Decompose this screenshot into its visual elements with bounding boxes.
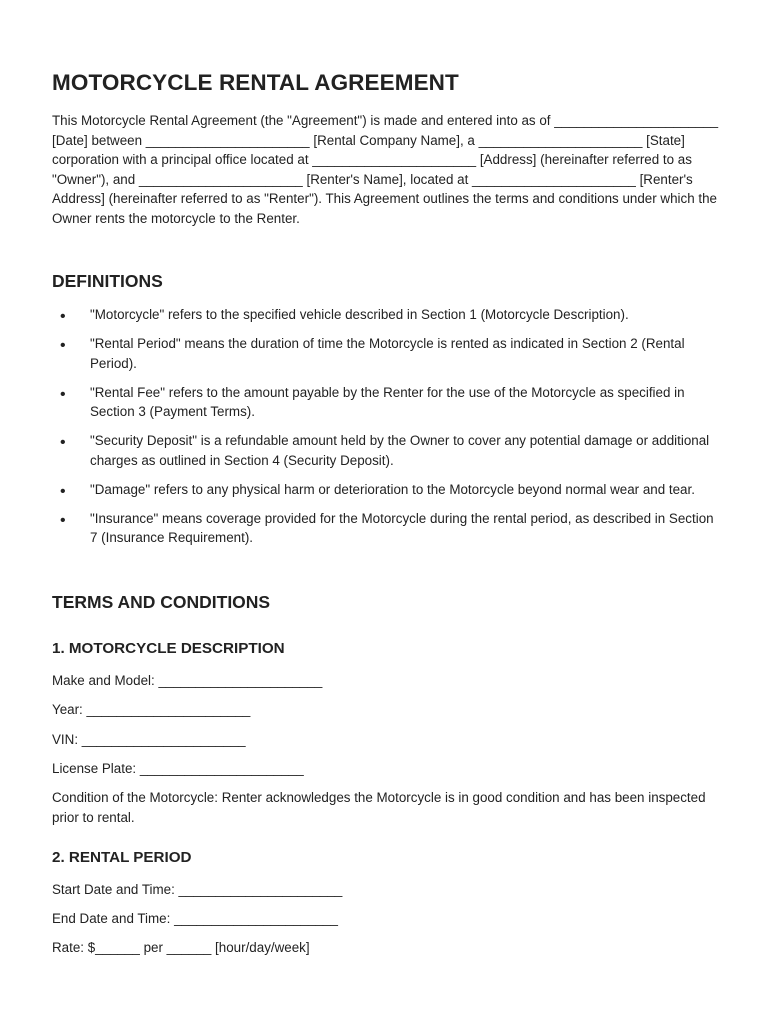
definitions-heading: DEFINITIONS xyxy=(52,271,163,291)
bullet-icon: • xyxy=(60,511,66,529)
definition-text: "Security Deposit" is a refundable amount held by the Owner to cover any potential damage or additional charges as outlined in Section 4 (Security Deposit). xyxy=(90,433,710,468)
definitions-list xyxy=(52,305,722,557)
rate-field: Rate: $______ per ______ [hour/day/week] xyxy=(52,940,310,955)
definition-text: "Rental Fee" refers to the amount payable by the Renter for the use of the Motorcycle as specified in Section 3 (Payment Terms). xyxy=(90,384,685,419)
list-item xyxy=(52,383,722,422)
definition-text: "Rental Period" means the duration of time the Motorcycle is rented as indicated in Section 2 (Rental Period). xyxy=(90,336,685,371)
bullet-icon: • xyxy=(60,337,66,354)
document-title: MOTORCYCLE RENTAL AGREEMENT xyxy=(52,70,459,95)
list-item xyxy=(52,305,722,325)
terms-heading: TERMS AND CONDITIONS xyxy=(52,592,271,612)
intro-paragraph: This Motorcycle Rental Agreement (the "Agreement") is made and entered into as of ______________________ [Date] between ______________________ [Rental Company Name], a ______________________ [State] corporation with a principal office located at ______________________ [Address] (hereinafter referred to as "Owner"), and ______________________ [Renter's Name], located at ______________________ [Renter's Address] (hereinafter referred to as "Renter"). This Agreement outlines the terms and conditions under which the Owner rents the motorcycle to the Renter. xyxy=(52,113,719,226)
definition-text: "Insurance" means coverage provided for the Motorcycle during the rental period, as described in Section 7 (Insurance Requirement). xyxy=(90,510,714,545)
section-1-heading: 1. MOTORCYCLE DESCRIPTION xyxy=(52,640,285,657)
make-model-field: Make and Model: ______________________ xyxy=(52,673,323,688)
list-item xyxy=(52,334,722,373)
list-item xyxy=(52,480,722,500)
vin-field: VIN: ______________________ xyxy=(52,732,246,747)
bullet-icon: • xyxy=(60,434,66,451)
license-plate-field: License Plate: ______________________ xyxy=(52,761,304,776)
list-item xyxy=(52,509,722,548)
bullet-icon: • xyxy=(60,308,66,325)
section-2-heading: 2. RENTAL PERIOD xyxy=(52,849,192,866)
year-field: Year: ______________________ xyxy=(52,702,251,717)
bullet-icon: • xyxy=(60,482,66,500)
bullet-icon: • xyxy=(60,385,66,403)
condition-paragraph: Condition of the Motorcycle: Renter acknowledges the Motorcycle is in good condition and has been inspected prior to rental. xyxy=(52,790,706,825)
start-date-field: Start Date and Time: ______________________ xyxy=(52,882,343,897)
definition-text: "Damage" refers to any physical harm or deterioration to the Motorcycle beyond normal wear and tear. xyxy=(90,481,695,497)
end-date-field: End Date and Time: ______________________ xyxy=(52,911,338,926)
definition-text: "Motorcycle" refers to the specified vehicle described in Section 1 (Motorcycle Description). xyxy=(90,307,629,322)
list-item xyxy=(52,431,722,470)
